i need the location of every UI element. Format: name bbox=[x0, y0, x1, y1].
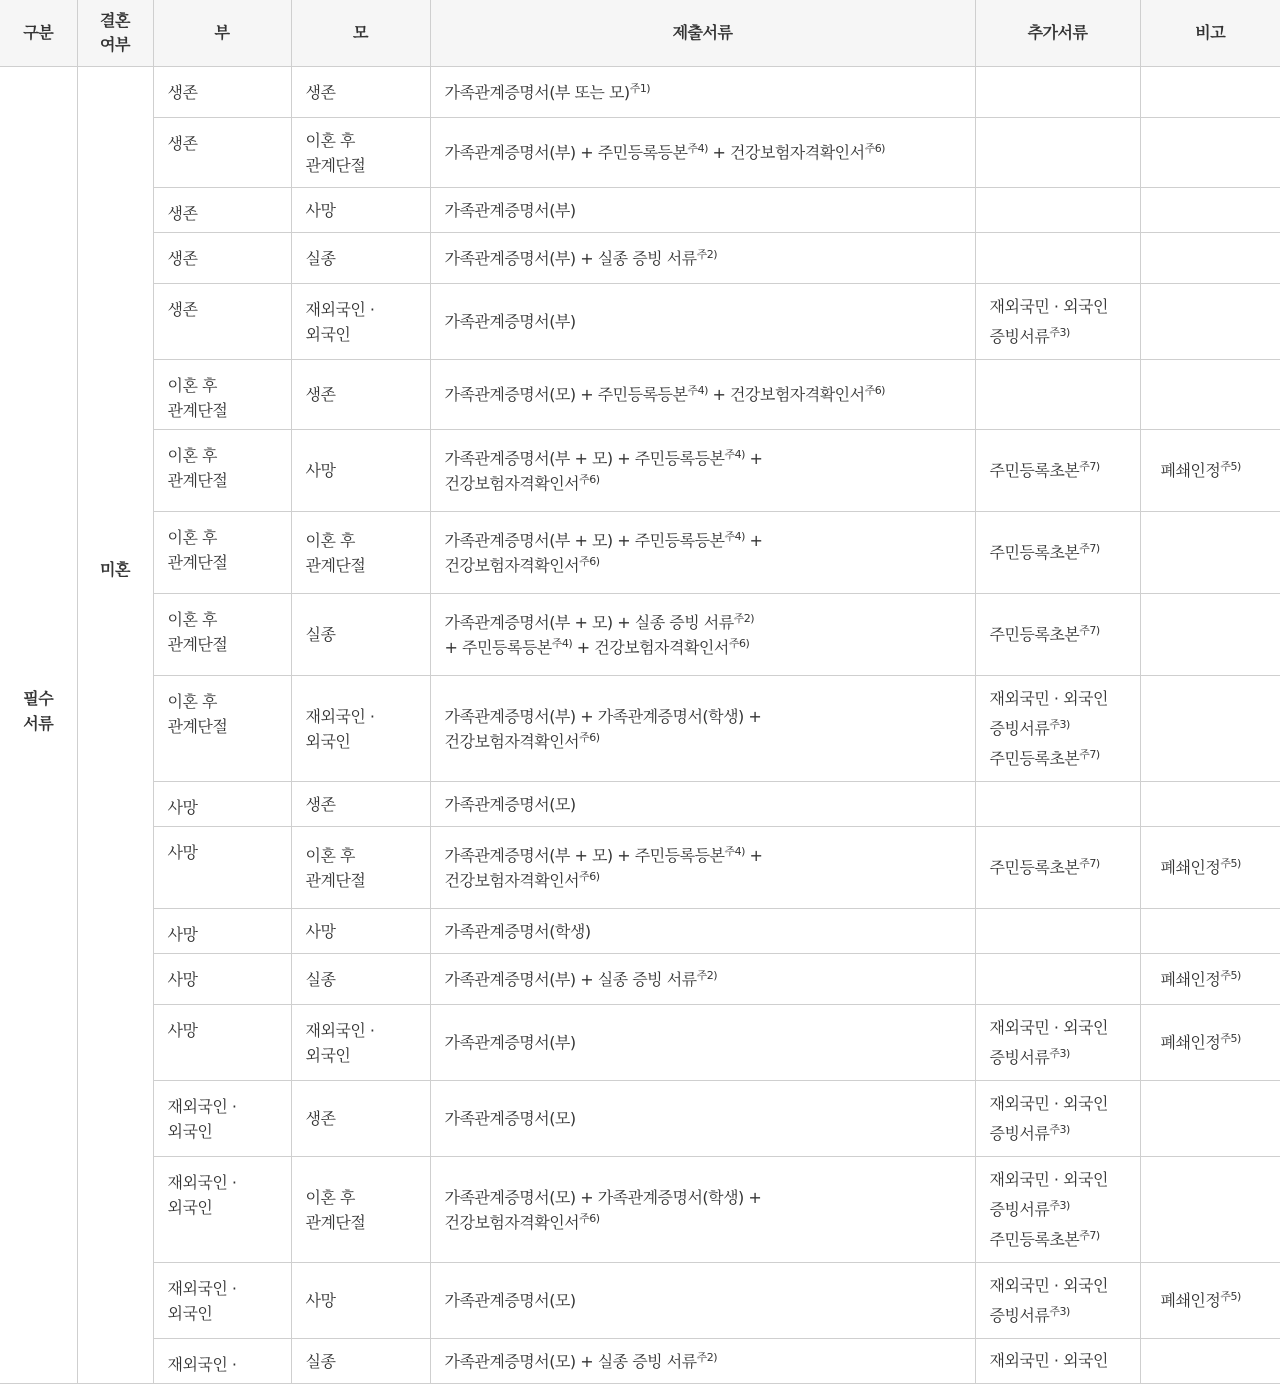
father-status-cell: 생존 bbox=[153, 188, 291, 233]
note-cell bbox=[1140, 909, 1280, 954]
additional-docs-cell: 주민등록초본$^{주7)}$ bbox=[975, 430, 1140, 512]
additional-docs-cell: 재외국민 · 외국인 증빙서류$^{주3)}$ bbox=[975, 1263, 1140, 1339]
footnote-marker: 주6) bbox=[579, 472, 600, 486]
father-status-cell: 사망 bbox=[153, 954, 291, 1005]
submission-docs-cell: 가족관계증명서(부) bbox=[430, 284, 975, 360]
father-status-cell: 재외국인 · 외국인 bbox=[153, 1263, 291, 1339]
father-status-cell: 이혼 후 관계단절 bbox=[153, 512, 291, 594]
footnote-marker: 주3) bbox=[1049, 1046, 1070, 1060]
mother-status-cell: 실종 bbox=[291, 954, 430, 1005]
submission-docs-cell: 가족관계증명서(부 + 모) + 주민등록등본$^{주4)}$ + 건강보험자격확인서$^{주6)}$ bbox=[430, 512, 975, 594]
note-cell: 폐쇄인정$^{주5)}$ bbox=[1140, 1263, 1280, 1339]
father-status-cell: 재외국인 · 외국인 bbox=[153, 1081, 291, 1157]
footnote-marker: 주6) bbox=[579, 869, 600, 883]
footnote-marker: 주7) bbox=[1079, 1228, 1100, 1242]
submission-docs-cell: 가족관계증명서(모) + 가족관계증명서(학생) + 건강보험자격확인서$^{주6)}$ bbox=[430, 1157, 975, 1263]
footnote-marker: 주6) bbox=[579, 554, 600, 568]
table-row bbox=[0, 676, 1280, 782]
footnote-marker: 주5) bbox=[1220, 1290, 1241, 1303]
mother-status-cell: 생존 bbox=[291, 360, 430, 430]
father-status-cell: 재외국인 · bbox=[153, 1339, 291, 1384]
mother-status-cell: 실종 bbox=[291, 1339, 430, 1384]
additional-docs-cell: 주민등록초본$^{주7)}$ bbox=[975, 594, 1140, 676]
father-status-cell: 생존 bbox=[153, 284, 291, 360]
footnote-marker: 주3) bbox=[1049, 717, 1070, 731]
table-row bbox=[0, 1263, 1280, 1339]
header-submission-docs: 제출서류 bbox=[430, 0, 975, 67]
mother-status-cell: 사망 bbox=[291, 188, 430, 233]
note-cell: 폐쇄인정$^{주5)}$ bbox=[1140, 827, 1280, 909]
note-cell bbox=[1140, 1157, 1280, 1263]
additional-docs-cell: 재외국민 · 외국인 bbox=[975, 1339, 1140, 1384]
footnote-marker: 주6) bbox=[579, 730, 600, 744]
submission-docs-cell: 가족관계증명서(부) + 실종 증빙 서류$^{주2)}$ bbox=[430, 233, 975, 284]
submission-docs-cell: 가족관계증명서(부 또는 모)$^{주1)}$ bbox=[430, 67, 975, 118]
additional-docs-cell: 재외국민 · 외국인 증빙서류$^{주3)}$ bbox=[975, 1005, 1140, 1081]
footnote-marker: 주3) bbox=[1049, 1198, 1070, 1212]
father-status-cell: 사망 bbox=[153, 909, 291, 954]
mother-status-cell: 이혼 후 관계단절 bbox=[291, 1157, 430, 1263]
table-row bbox=[0, 188, 1280, 233]
table-row bbox=[0, 360, 1280, 430]
mother-status-cell: 이혼 후 관계단절 bbox=[291, 827, 430, 909]
header-category: 구분 bbox=[0, 0, 77, 67]
footnote-marker: 주7) bbox=[1079, 541, 1100, 555]
header-additional-docs: 추가서류 bbox=[975, 0, 1140, 67]
father-status-cell: 사망 bbox=[153, 782, 291, 827]
submission-docs-cell: 가족관계증명서(모) bbox=[430, 1263, 975, 1339]
note-cell: 폐쇄인정$^{주5)}$ bbox=[1140, 430, 1280, 512]
footnote-marker: 주5) bbox=[1220, 968, 1241, 982]
additional-docs-cell: 재외국민 · 외국인 증빙서류$^{주3)}$ 주민등록초본$^{주7)}$ bbox=[975, 676, 1140, 782]
footnote-marker: 주2) bbox=[696, 247, 718, 261]
header-row bbox=[0, 0, 1280, 67]
submission-docs-cell: 가족관계증명서(부) + 가족관계증명서(학생) + 건강보험자격확인서$^{주6)}$ bbox=[430, 676, 975, 782]
note-cell bbox=[1140, 1081, 1280, 1157]
mother-status-cell: 재외국인 · 외국인 bbox=[291, 676, 430, 782]
submission-docs-cell: 가족관계증명서(부) bbox=[430, 1005, 975, 1081]
footnote-marker: 주5) bbox=[1220, 857, 1241, 870]
additional-docs-cell bbox=[975, 360, 1140, 430]
note-cell bbox=[1140, 360, 1280, 430]
note-cell bbox=[1140, 512, 1280, 594]
marital-status-cell bbox=[77, 67, 153, 1384]
note-cell: 폐쇄인정$^{주5)}$ bbox=[1140, 954, 1280, 1005]
header-father: 부 bbox=[153, 0, 291, 67]
note-cell bbox=[1140, 676, 1280, 782]
additional-docs-cell bbox=[975, 118, 1140, 188]
header-marital-status: 결혼 여부 bbox=[77, 0, 153, 67]
additional-docs-cell bbox=[975, 188, 1140, 233]
mother-status-cell: 생존 bbox=[291, 1081, 430, 1157]
footnote-marker: 주3) bbox=[1049, 325, 1070, 339]
note-cell bbox=[1140, 284, 1280, 360]
footnote-marker: 주4) bbox=[551, 636, 573, 650]
father-status-cell: 이혼 후 관계단절 bbox=[153, 430, 291, 512]
table-row bbox=[0, 909, 1280, 954]
mother-status-cell: 재외국인 · 외국인 bbox=[291, 1005, 430, 1081]
footnote-marker: 주1) bbox=[629, 81, 651, 95]
table-row bbox=[0, 782, 1280, 827]
mother-status-cell: 실종 bbox=[291, 233, 430, 284]
footnote-marker: 주7) bbox=[1079, 459, 1100, 473]
additional-docs-cell bbox=[975, 782, 1140, 827]
table-row bbox=[0, 954, 1280, 1005]
table-row bbox=[0, 1157, 1280, 1263]
header-mother: 모 bbox=[291, 0, 430, 67]
note-cell bbox=[1140, 594, 1280, 676]
table-row bbox=[0, 284, 1280, 360]
father-status-cell: 이혼 후 관계단절 bbox=[153, 594, 291, 676]
table-row bbox=[0, 827, 1280, 909]
additional-docs-cell bbox=[975, 909, 1140, 954]
footnote-marker: 주4) bbox=[687, 142, 708, 155]
additional-docs-cell: 주민등록초본$^{주7)}$ bbox=[975, 827, 1140, 909]
note-cell bbox=[1140, 782, 1280, 827]
father-status-cell: 이혼 후 관계단절 bbox=[153, 360, 291, 430]
additional-docs-cell: 재외국민 · 외국인 증빙서류$^{주3)}$ 주민등록초본$^{주7)}$ bbox=[975, 1157, 1140, 1263]
marital-status-label: 미혼 bbox=[100, 559, 130, 579]
mother-status-cell: 사망 bbox=[291, 909, 430, 954]
submission-docs-cell: 가족관계증명서(모) + 실종 증빙 서류$^{주2)}$ bbox=[430, 1339, 975, 1384]
footnote-marker: 주5) bbox=[1220, 1032, 1241, 1045]
mother-status-cell: 사망 bbox=[291, 430, 430, 512]
father-status-cell: 생존 bbox=[153, 67, 291, 118]
table-row bbox=[0, 1005, 1280, 1081]
table-row bbox=[0, 430, 1280, 512]
footnote-marker: 주2) bbox=[733, 611, 755, 625]
footnote-marker: 주4) bbox=[687, 384, 708, 397]
submission-docs-cell: 가족관계증명서(학생) bbox=[430, 909, 975, 954]
table-row bbox=[0, 512, 1280, 594]
additional-docs-cell bbox=[975, 954, 1140, 1005]
father-status-cell: 생존 bbox=[153, 233, 291, 284]
mother-status-cell: 생존 bbox=[291, 67, 430, 118]
table-row bbox=[0, 594, 1280, 676]
note-cell bbox=[1140, 67, 1280, 118]
submission-docs-cell: 가족관계증명서(부 + 모) + 주민등록등본$^{주4)}$ + 건강보험자격확인서$^{주6)}$ bbox=[430, 430, 975, 512]
footnote-marker: 주2) bbox=[696, 1350, 718, 1364]
footnote-marker: 주6) bbox=[579, 1211, 600, 1225]
additional-docs-cell bbox=[975, 233, 1140, 284]
submission-docs-cell: 가족관계증명서(부 + 모) + 실종 증빙 서류$^{주2)}$ + 주민등록등본$^{주4)}$ + 건강보험자격확인서$^{주6)}$ bbox=[430, 594, 975, 676]
mother-status-cell: 생존 bbox=[291, 782, 430, 827]
footnote-marker: 주7) bbox=[1079, 856, 1100, 870]
footnote-marker: 주7) bbox=[1079, 623, 1100, 637]
father-status-cell: 생존 bbox=[153, 118, 291, 188]
footnote-marker: 주4) bbox=[724, 844, 745, 858]
mother-status-cell: 사망 bbox=[291, 1263, 430, 1339]
note-cell bbox=[1140, 118, 1280, 188]
table-row bbox=[0, 67, 1280, 118]
submission-docs-cell: 가족관계증명서(부) + 주민등록등본$^{주4)}$ + 건강보험자격확인서$^{주6)}$ bbox=[430, 118, 975, 188]
footnote-marker: 주6) bbox=[864, 142, 885, 155]
note-cell: 폐쇄인정$^{주5)}$ bbox=[1140, 1005, 1280, 1081]
father-status-cell: 사망 bbox=[153, 1005, 291, 1081]
footnote-marker: 주4) bbox=[724, 447, 745, 461]
additional-docs-cell: 주민등록초본$^{주7)}$ bbox=[975, 512, 1140, 594]
category-label: 필수 서류 bbox=[23, 689, 54, 733]
submission-docs-cell: 가족관계증명서(모) + 주민등록등본$^{주4)}$ + 건강보험자격확인서$^{주6)}$ bbox=[430, 360, 975, 430]
footnote-marker: 주2) bbox=[696, 968, 718, 982]
mother-status-cell: 실종 bbox=[291, 594, 430, 676]
header-note: 비고 bbox=[1140, 0, 1280, 67]
footnote-marker: 주7) bbox=[1079, 747, 1100, 761]
submission-docs-cell: 가족관계증명서(모) bbox=[430, 1081, 975, 1157]
mother-status-cell: 이혼 후 관계단절 bbox=[291, 512, 430, 594]
note-cell bbox=[1140, 188, 1280, 233]
submission-docs-cell: 가족관계증명서(부) + 실종 증빙 서류$^{주2)}$ bbox=[430, 954, 975, 1005]
mother-status-cell: 재외국인 · 외국인 bbox=[291, 284, 430, 360]
submission-docs-cell: 가족관계증명서(모) bbox=[430, 782, 975, 827]
footnote-marker: 주6) bbox=[728, 636, 750, 650]
father-status-cell: 사망 bbox=[153, 827, 291, 909]
additional-docs-cell bbox=[975, 67, 1140, 118]
father-status-cell: 이혼 후 관계단절 bbox=[153, 676, 291, 782]
additional-docs-cell: 재외국민 · 외국인 증빙서류$^{주3)}$ bbox=[975, 1081, 1140, 1157]
table-row bbox=[0, 233, 1280, 284]
submission-docs-cell: 가족관계증명서(부 + 모) + 주민등록등본$^{주4)}$ + 건강보험자격확인서$^{주6)}$ bbox=[430, 827, 975, 909]
table-row bbox=[0, 118, 1280, 188]
table-row bbox=[0, 1081, 1280, 1157]
footnote-marker: 주3) bbox=[1049, 1122, 1070, 1136]
submission-docs-cell: 가족관계증명서(부) bbox=[430, 188, 975, 233]
note-cell bbox=[1140, 233, 1280, 284]
footnote-marker: 주5) bbox=[1220, 460, 1241, 473]
additional-docs-cell: 재외국민 · 외국인 증빙서류$^{주3)}$ bbox=[975, 284, 1140, 360]
footnote-marker: 주3) bbox=[1049, 1304, 1070, 1318]
footnote-marker: 주4) bbox=[724, 529, 745, 543]
footnote-marker: 주6) bbox=[864, 384, 885, 397]
table-body bbox=[0, 67, 1280, 1384]
mother-status-cell: 이혼 후 관계단절 bbox=[291, 118, 430, 188]
father-status-cell: 재외국인 · 외국인 bbox=[153, 1157, 291, 1263]
category-cell bbox=[0, 67, 77, 1384]
